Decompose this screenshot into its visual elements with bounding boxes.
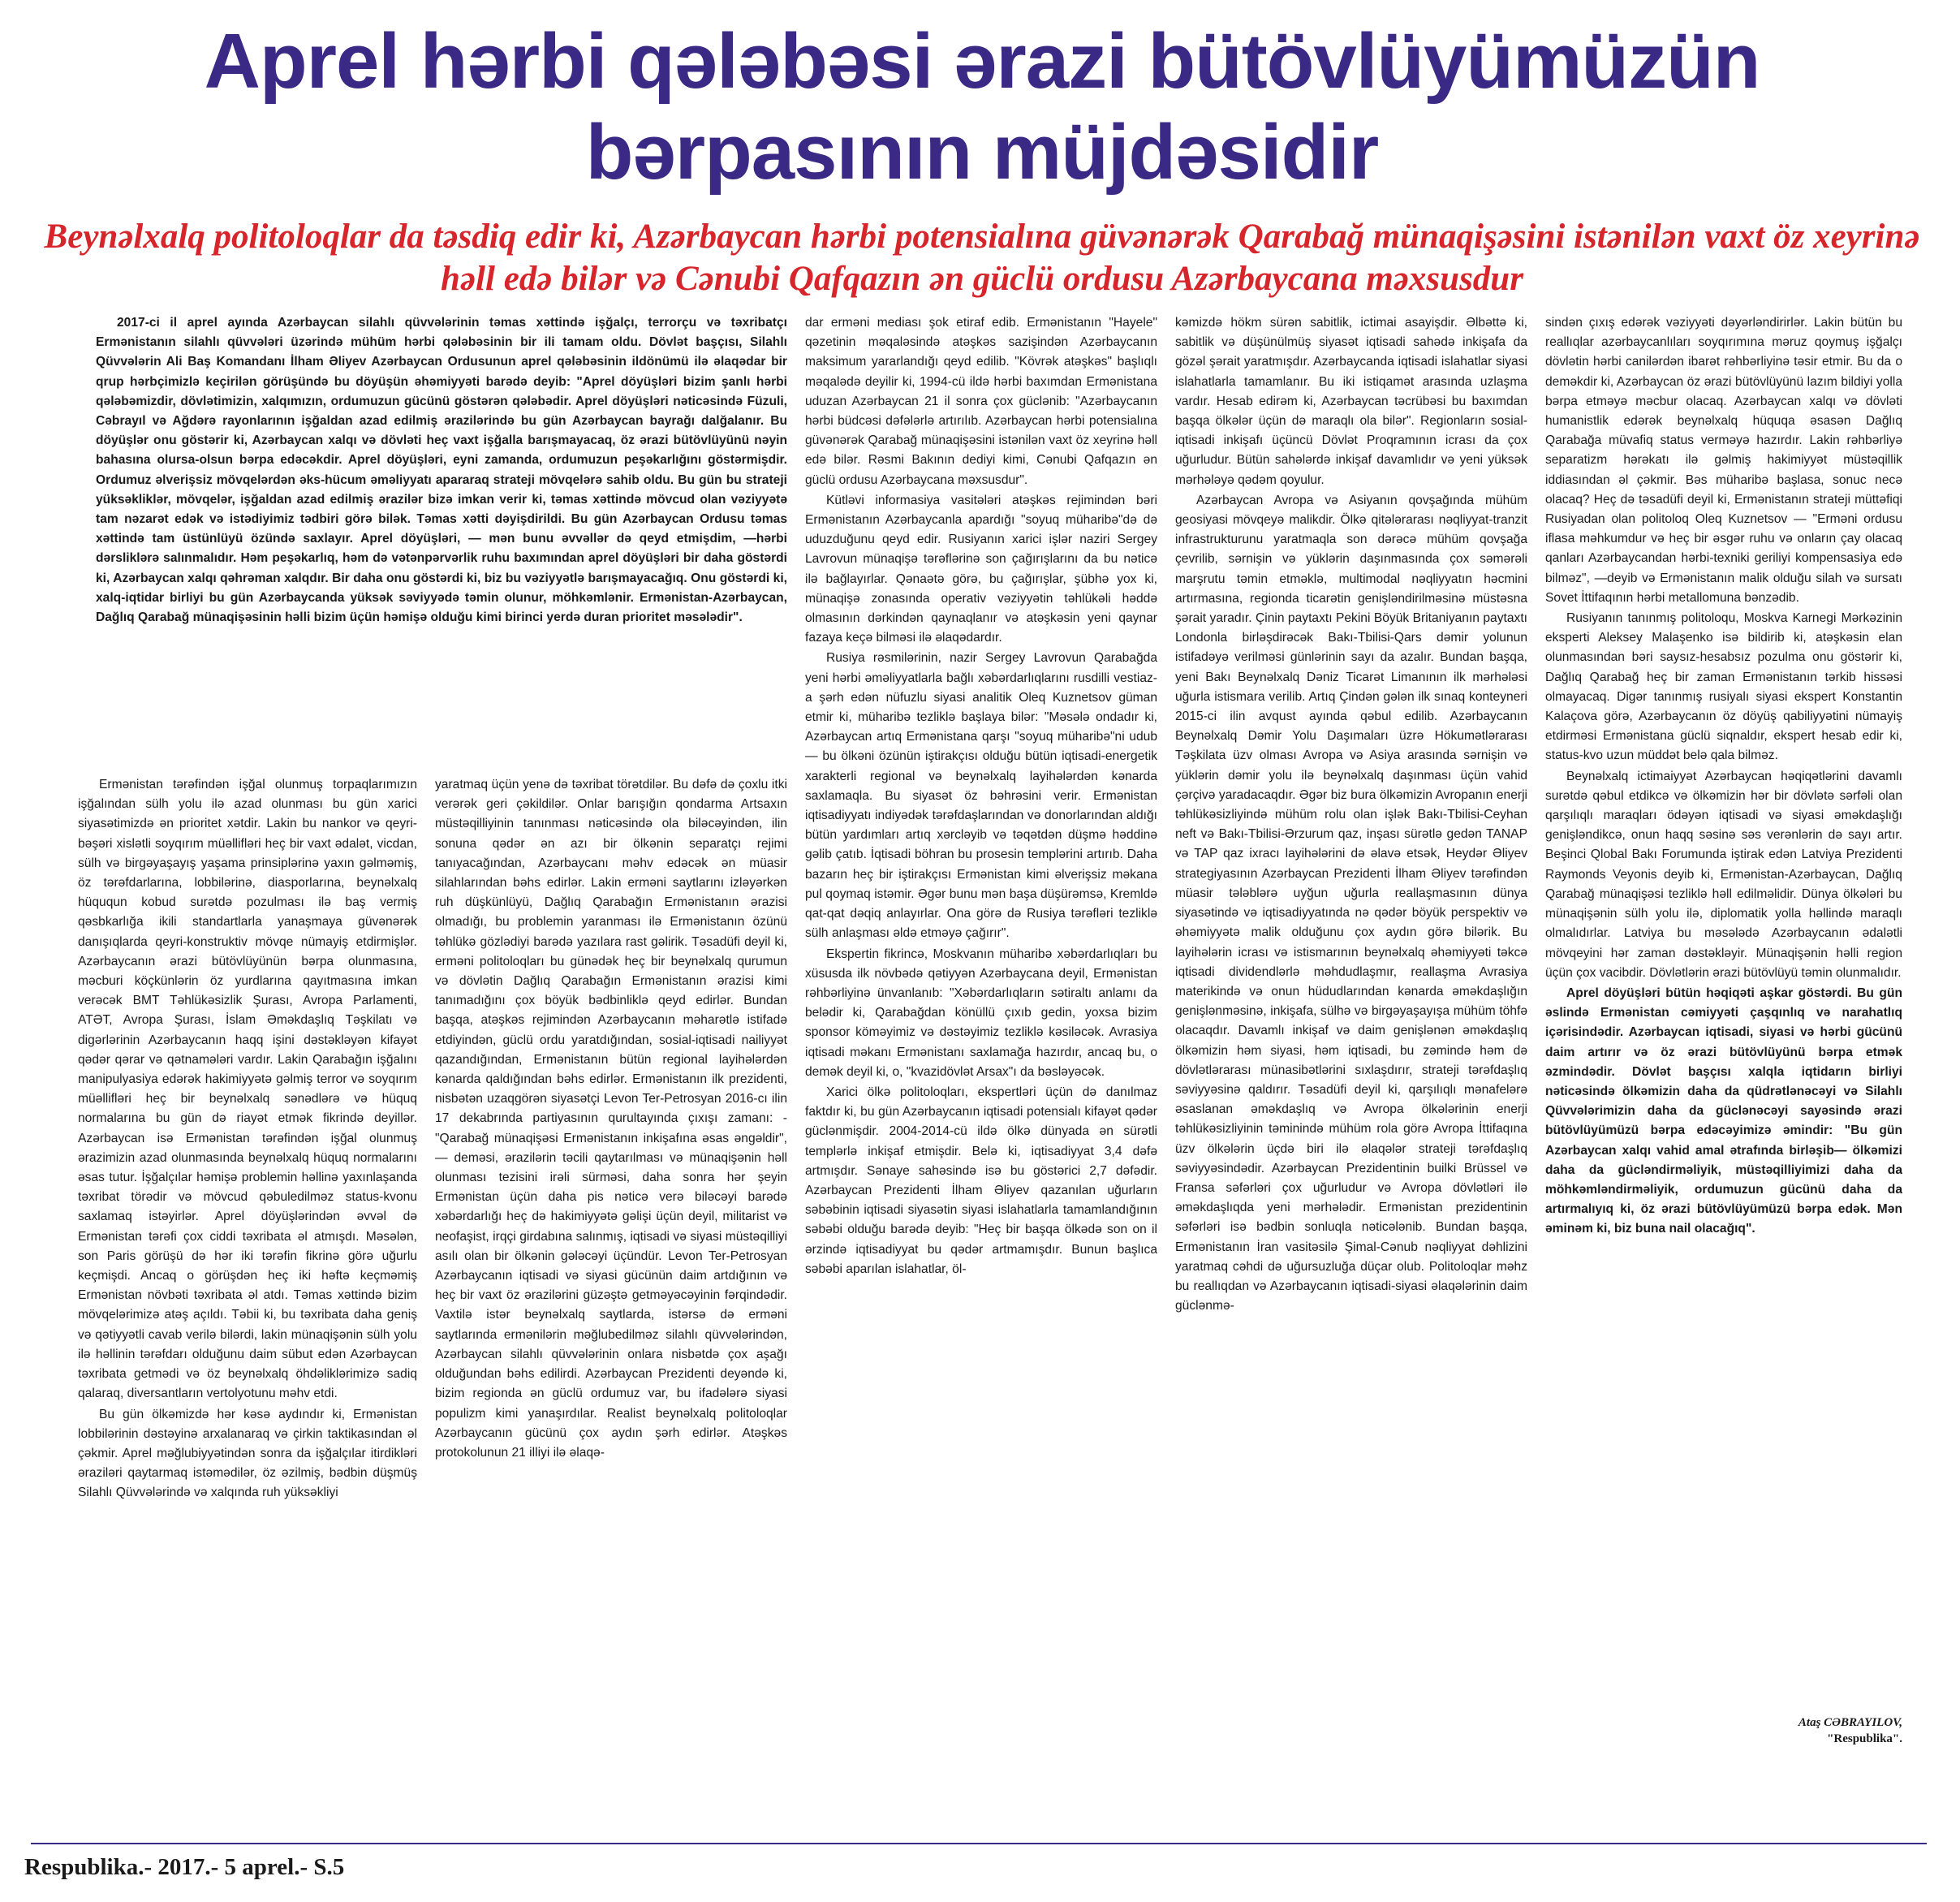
paragraph: Beynəlxalq ictimaiyyət Azərbaycan həqiqətlərini davamlı surətdə qəbul etdikcə və ölkəmizin hər bir dövlətə sərfəli olan qarşılıqlı maraqları ödəyən iqtisadi və siyasi əməkdaşlığı genişləndikcə, onun haqq səsinə səs verənlərin də sayı artır. Beşinci Qlobal Bakı Forumunda iştirak edən Latviya Prezidenti Raymonds Veyonis deyib ki, Ermənistan-Azərbaycan, Dağlıq Qarabağ münaqişəsi tezliklə həll edilməlidir. Dünya ölkələri bu münaqişənin sülh yolu ilə, diplomatik yolla həllində maraqlı olmalıdırlar. Latviya bu məsələdə Azərbaycanın ədalətli mövqeyini hər zaman dəstəkləyir. Münaqişənin həlli region üçün çox vacibdir. Dövlətlərin ərazi bütövlüyü təmin olunmalıdır.: [1545, 769, 1902, 980]
paragraph: sindən çıxış edərək vəziyyəti dəyərləndirirlər. Lakin bütün bu reallıqlar azərbaycanlıları soyqırımına məruz qoymuş işğalçı dövlətin hərbi canilərdən ibarət rəhbərliyinə təsir etmir. Bu da o deməkdir ki, Azərbaycan öz ərazi bütövlüyünü lazım bildiyi yolla bərpa etməyə məcbur olacaq. Azərbaycan xalqı və dövləti humanistlik edərək beynəlxalq hüquqa əsasən Dağlıq Qarabağa müvafiq status verməyə hazırdır. Lakin rəhbərliyə separatizm hərəkatı ilə gəlmiş hakimiyyət müstəqillik iddiasından əl çəkmir. Bəs müharibə başlasa, sonuc necə olacaq? Heç də təsadüfi deyil ki, Ermənistanın strateji müttəfiqi Rusiyadan olan politoloq Oleq Kuznetsov — "Erməni ordusu iflasa məhkumdur və heç bir əsgər ruhu və onların çay olacaq qanları Azərbaycandan hərbi-texniki geriliyi kompensasiya edə bilməz", —deyib və Ermənistanın malik olduğu silah və sursatı Sovet İttifaqının hərbi metallomuna bənzədib.: [1545, 316, 1902, 605]
paragraph: Bu gün ölkəmizdə hər kəsə aydındır ki, Ermənistan lobbilərinin dəstəyinə arxalanaraq və çirkin taktikasından əl çəkmir. Aprel məğlubiyyətindən sonra da işğalçılar itirdikləri əraziləri qaytarmaq istəmədilər, öz əzilmiş, bədbin düşmüş Silahlı Qüvvələrində və xalqında ruh yüksəkliyi: [78, 1407, 417, 1500]
lead-column: [96, 313, 787, 760]
byline-paper: "Respublika".: [1827, 1732, 1902, 1745]
closing-paragraph: Aprel döyüşləri bütün həqiqəti aşkar göstərdi. Bu gün əslində Ermənistan cəmiyyəti çaşqınlıq və narahatlıq içərisindədir. Azərbaycan iqtisadi, siyasi və hərbi gücünü daim artırır və öz ərazi bütövlüyünü bərpa etmək əzmindədir. Dövlət başçısı xalqla iqtidarın birliyi nəticəsində ölkəmizin daha da qüdrətlənəcəyi və Silahlı Qüvvələrimizin daha da güclənəcəyi sayəsində ərazi bütövlüyümüzü bərpa edəcəyimizə əmindir: "Bu gün Azərbaycan xalqı vahid amal ətrafında birləşib— ölkəmizi daha da gücləndirməliyik, müstəqilliyimizi daha da möhkəmləndirməliyik, ordumuzun gücünü daha da artırmalıyıq ki, öz ərazi bütövlüyümüzü bərpa edək. Mən əminəm ki, biz buna nail olacağıq".: [1545, 986, 1902, 1236]
paragraph: Rusiya rəsmilərinin, nazir Sergey Lavrovun Qarabağda yeni hərbi əməliyyatlarla bağlı xəbərdarlıqlarını rusdilli vestiaz-a şərh edən nüfuzlu siyasi analitik Oleq Kuznetsov güman etmir ki, müharibə tezliklə başlaya bilər: "Məsələ ondadır ki, Azərbaycan artıq Ermənistana qarşı "soyuq müharibə"ni udub — bu ölkəni özünün iştirakçısı olduğu bütün iqtisadi-energetik xarakterli regional və beynəlxalq layihələrdən kənarda saxlamaqla. Bu siyasət öz bəhrəsini verir. Ermənistan iqtisadiyyatı indiyədək tərəfdaşlarından və donorlarından aldığı bütün yardımları artıq xərcləyib və təqətdən düşmə həddinə gəlib çatıb. İqtisadi böhran bu prosesin templərini artırıb. Daha bazarın heç bir iştirakçısı Ermənistan kimi əlverişsiz məkana pul qoymaq istəmir. Əgər bunu mən başa düşürəmsə, Kremldə qat-qat dəqiq anlayırlar. Ona görə də Rusiya tərəfləri tezliklə sülh anlaşması əldə etməyə çağırır".: [805, 651, 1157, 941]
paragraph: Ermənistan tərəfindən işğal olunmuş torpaqlarımızın işğalından sülh yolu ilə azad olunması bu gün xarici siyasətimizdə ən prioritet xətdir. Lakin bu nankor və qeyri-bəşəri xislətli soyqırım müəllifləri heç bir vaxt ədalət, vicdan, sülh və birgəyaşayış yaşama prinsiplərinə yaxın gəlməmiş, öz tərəfdarlarına, lobbilərinə, diasporlarına, beynəlxalq hüququn kobud surətdə pozulması ilə baş vermiş qəsbkarlığa ikili standartlarla yanaşmaya güvənərək danışıqlarda qeyri-konstruktiv mövqe nümayiş etdirmişlər. Azərbaycanın ərazi bütövlüyünün bərpa olunmasına, məcburi köçkünlərin öz yurdlarına qayıtmasına imkan verəcək BMT Təhlükəsizlik Şurası, Avropa Parlamenti, ATƏT, Avropa Şurası, İslam Əməkdaşlıq Təşkilatı və digərlərinin Azərbaycanın haqq işini dəstəkləyən kifayət qədər qərar və qətnamələri vardır. Lakin Qarabağın işğalını manipulyasiya edərək hakimiyyətə gəlmiş terror və soyqırım müəllifləri heç bir beynəlxalq sənədlərə və hüquq normalarına bu gün də riayət etmək fikrində deyillər. Azərbaycan isə Ermənistan tərəfindən işğal olunmuş ərazimizin azad olunmasında beynəlxalq hüquq normalarını əsas tutur. İşğalçılar həmişə problemin həllinə yaxınlaşanda təxribat törədir və mövcud qəbuledilməz status-kvonu saxlamaq istəyirlər. Aprel döyüşlərindən əvvəl də Ermənistan tərəfi çox ciddi təxribata əl atmışdı. Məsələn, son Paris görüşü də hər iki tərəfin fikrinə görə uğurlu keçmişdi. Ancaq o görüşdən heç iki həftə keçməmiş Ermənistan növbəti təxribata əl atdı. Təmas xəttində bizim mövqelərimizə atəş açıldı. Təbii ki, bu təxribata daha geniş və qətiyyətli cavab verilə bilərdi, lakin münaqişənin sülh yolu ilə həllinin tərəfdarı olduğunu daim sübut edən Azərbaycan təxribata getmədi və öz beynəlxalq öhdəliklərimizə sadiq qalaraq, diversantların vertolyotunu məhv etdi.: [78, 778, 417, 1401]
article-column-3: [805, 313, 1157, 1835]
paragraph: kəmizdə hökm sürən sabitlik, ictimai asayişdir. Əlbəttə ki, sabitlik və düşünülmüş siyasət iqtisadi sahədə inkişafa da gözəl şərait yaratmışdır. Azərbaycanda iqtisadi islahatlar siyasi islahatlarla tamamlanır. Bu iki istiqamət arasında uzlaşma vardır. Hesab edirəm ki, Azərbaycan təcrübəsi bu baxımdan başqa ölkələr üçün də maraqlı ola bilər". Regionların sosial-iqtisadi inkişafı üçüncü Dövlət Proqramının icrası da çox uğurludur. Bütün sahələrdə inkişaf davamlıdır və yeni yüksək mərhələyə qədəm qoyulur.: [1175, 316, 1527, 487]
article-column-2: [435, 775, 787, 1835]
paragraph: Kütləvi informasiya vasitələri atəşkəs rejimindən bəri Ermənistanın Azərbaycanla apardığı "soyuq müharibə"də də uduzduğunu qeyd edir. Rusiyanın xarici işlər naziri Sergey Lavrovun münaqişə tərəflərinə son çağırışlarını da bu nəticə ilə bağlayırlar. Qənaətə görə, bu çağırışlar, şübhə yox ki, münaqişə zonasında operativ vəziyyətin təhlükəli həddə olmasının dərkindən qaynaqlanır və atəşkəsin yeni qaynar fazaya keçə bilməsi ilə əlaqədardır.: [805, 493, 1157, 645]
paragraph: Rusiyanın tanınmış politoloqu, Moskva Karnegi Mərkəzinin eksperti Aleksey Malaşenko isə bildirib ki, atəşkəsin elan olunmasından bəri saysız-hesabsız pozulma onu göstərir ki, Dağlıq Qarabağ heç bir zaman Ermənistanın tərkib hissəsi olmayacaq. Digər tanınmış rusiyalı siyasi ekspert Konstantin Kalaçova görə, Azərbaycanın öz döyüş qabiliyyətini nümayiş etdirməsi Ermənistana güclü siqnaldır, ekspert hesab edir ki, status-kvo uzun müddət belə qala bilməz.: [1545, 611, 1902, 763]
byline: [1545, 1714, 1902, 1747]
byline-author: Ataş CƏBRAYILOV,: [1798, 1716, 1902, 1729]
paragraph: Xarici ölkə politoloqları, ekspertləri üçün də danılmaz faktdır ki, bu gün Azərbaycanın iqtisadi potensialı kifayət qədər güclənmişdir. 2004-2014-cü ildə ölkə dünyada ən sürətli templərlə inkişaf etmişdir. Belə ki, iqtisadiyyat 3,4 dəfə artmışdır. Sənaye sahəsində isə bu göstərici 2,7 dəfədir. Azərbaycan Prezidenti İlham Əliyev qazanılan uğurların səbəbinin iqtisadi siyasətin siyasi islahatlarla tamamlandığının səbəbi olduğu barədə deyib: "Heç bir başqa ölkədə son on il ərzində iqtisadiyyat bu qədər artmamışdır. Bunun başlıca səbəbi aparılan islahatlar, öl-: [805, 1085, 1157, 1276]
article-column-1: [78, 775, 417, 1835]
footer-divider: [31, 1843, 1927, 1844]
paragraph: yaratmaq üçün yenə də təxribat törətdilər. Bu dəfə də çoxlu itki verərək geri çəkildilər. Onlar barışığın qondarma Artsaxın müstəqilliyinin tanınması nəticəsində ola biləcəyindən, ilin sonuna qədər ən azı bir ölkənin separatçı rejimi tanıyacağından, Azərbaycanı məhv edəcək ən müasir silahlarından bəhs edirlər. Lakin erməni saytlarını izləyərkən ruh düşkünlüyü, Dağlıq Qarabağın Ermənistanın ərazisi olmadığı, bu problemin yaranması ilə Ermənistanın özünü təhlükə gözlədiyi barədə yazılara rast gəlirik. Təsadüfi deyil ki, erməni politoloqları bu günədək heç bir beynəlxalq qurumun və dövlətin Dağlıq Qarabağın Ermənistanın ərazisi kimi tanımadığını çox böyük bədbinliklə qeyd edirlər. Bundan başqa, atəşkəs rejimindən Azərbaycanın məharətlə istifadə etdiyindən, güclü ordu yaratdığından, sosial-iqtisadi nailiyyət qazandığından, Ermənistanın bütün regional layihələrdən kənarda qaldığından bəhs edirlər. Ermənistanın ilk prezidenti, nisbətən uzaqgörən siyasətçi Levon Ter-Petrosyan 2016-cı ilin 17 dekabrında partiyasının qurultayında çıxışı zamanı: - "Qarabağ münaqişəsi Ermənistanın inkişafına əsas əngəldir",— deməsi, ərazilərin təcili qaytarılması və münaqişənin həll olunması tezisini irəli sürməsi, daha sonra hər şeyin Ermənistan üçün daha pis nəticə verə biləcəyi barədə xəbərdarlığı heç də hakimiyyətə gəlişi üçün deyil, militarist və neofaşist, irqçi girdabına salınmış, iqtisadi və siyasi müstəqilliyi asılı olan bir ölkənin gələcəyi üçündür. Levon Ter-Petrosyan Azərbaycanın iqtisadi və siyasi gücünün daim artdığının və heç bir vaxt öz ərazilərini güzəştə getməyəcəyinin fərqindədir. Vaxtilə istər beynəlxalq saytlarda, istərsə də erməni saytlarında ermənilərin məğlubedilməz silahlı qüvvələrindən, Azərbaycan silahlı qüvvələrinin onlara nisbətdə çox aşağı olduğundan bəhs edilirdi. Azərbaycan Prezidenti deyəndə ki, bizim regionda ən güclü ordumuz var, bu ifadələrə siyasi populizm kimi yanaşırdılar. Realist beynəlxalq politoloqlar Azərbaycanın gücünü çox aydın şərh edirlər. Atəşkəs protokolunun 21 illiyi ilə əlaqə-: [435, 778, 787, 1460]
article-column-4: [1175, 313, 1527, 1835]
source-citation: Respublika.- 2017.- 5 aprel.- S.5: [24, 1854, 345, 1880]
paragraph: Ekspertin fikrincə, Moskvanın müharibə xəbərdarlıqları bu xüsusda ilk növbədə qətiyyən Azərbaycana deyil, Ermənistan rəhbərliyinə ünvanlanıb: "Xəbərdarlıqların sətiraltı anlamı da belədir ki, Qarabağdan könüllü çıxıb gedin, yoxsa bizim sponsor köməyimiz və dəstəyimiz tezliklə kəsiləcək. Avrasiya iqtisadi məkanı Ermənistanı saxlamağa hazırdır, ancaq bu, o demək deyil ki, o, "kvazidövlət Arsax"ı da bəsləyəcək.: [805, 947, 1157, 1079]
lead-paragraph: 2017-ci il aprel ayında Azərbaycan silahlı qüvvələrinin təmas xəttində işğalçı, terrorçu və təxribatçı Ermənistanın silahlı qüvvələri üzərində mühüm hərbi qələbəsinin bir ili tamam oldu. Dövlət başçısı, Silahlı Qüvvələrin Ali Baş Komandanı İlham Əliyev Azərbaycan Ordusunun aprel qələbəsinin ildönümü ilə əlaqədar bir qrup hərbçimizlə keçirilən görüşündə bu döyüşün əhəmiyyəti barədə deyib: "Aprel döyüşləri bizim şanlı hərbi qələbəmizdir, dövlətimizin, xalqımızın, ordumuzun gücünü göstərən qələbədir. Aprel döyüşləri nəticəsində Füzuli, Cəbrayıl və Ağdərə rayonlarının işğaldan azad edilmiş ərazilərində bu gün Azərbaycan bayrağı dalğalanır. Bu döyüşlər onu göstərir ki, Azərbaycan xalqı və dövləti heç vaxt işğalla barışmayacaq, öz ərazi bütövlüyünü nəyin bahasına olursa-olsun bərpa edəcəkdir. Aprel döyüşləri, eyni zamanda, ordumuzun peşəkarlığını göstərmişdir. Ordumuz əlverişsiz mövqelərdən əks-hücum əməliyyatı apararaq strateji mövqelərə sahib oldu. Bu gün bu strateji yüksəkliklər, mövqelər, işğaldan azad edilmiş ərazilər bizə imkan verir ki, təmas xəttində mövcud olan vəziyyətə tam nəzarət edək və istədiyimiz tədbiri görə bilək. Təmas xətti dəyişdirildi. Bu gün Azərbaycan Ordusu təmas xəttində tam üstünlüyü özündə saxlayır. Aprel döyüşləri, — mən bunu əvvəllər də qeyd etmişdim, —hərbi dərsliklərə salınmalıdır. Həm peşəkarlıq, həm də vətənpərvərlik ruhu baxımından aprel döyüşləri bir daha göstərdi ki, Azərbaycan xalqı qəhrəman xalqdır. Bir daha onu göstərdi ki, biz bu vəziyyətlə barışmayacağıq. Onu göstərdi ki, xalq-iqtidar birliyi bu gün Azərbaycanda yüksək səviyyədə təmin olunur, möhkəmlənir. Ermənistan-Azərbaycan, Dağlıq Qarabağ münaqişəsinin həlli bizim üçün həmişə olduğu kimi birinci yerdə duran prioritet məsələdir".: [96, 316, 787, 625]
headline: Aprel hərbi qələbəsi ərazi bütövlüyümüzün bərpasının müjdəsidir: [204, 18, 1760, 196]
article-column-5: [1545, 313, 1902, 1714]
paragraph: Azərbaycan Avropa və Asiyanın qovşağında mühüm geosiyasi mövqeyə malikdir. Ölkə qitələrarası nəqliyyat-tranzit infrastrukturunu yaratmaqla son dərəcə mühüm qovşağa çevrilib, sərnişin və yüklərin daşınmasında çox səmərəli marşrutu təmin etməklə, multimodal nəqliyyatın həcmini artırmasına, regionda ticarətin genişləndirilməsinə müstəsna şərait yaradır. Çinin paytaxtı Pekini Böyük Britaniyanın paytaxtı Londonla birləşdirəcək Bakı-Tbilisi-Qars dəmir yolunun istifadəyə verilməsi günlərinin sayı da azalır. Bundan başqa, yeni Bakı Beynəlxalq Dəniz Ticarət Limanının ilk mərhələsi uğurla istismara verilib. Artıq Çindən gələn ilk sınaq konteyneri 2015-ci ilin avqust ayında qəbul edilib. Azərbaycanın Beynəlxalq Dəmir Yolu Daşımaları üzrə Hökumətlərarası Təşkilata üzv olması Avropa və Asiya arasında sərnişin və yüklərin dəmir yolu ilə beynəlxalq daşınması üçün vahid çərçivə yaradacaqdır. Əgər biz bura ölkəmizin Avropanın enerji təhlükəsizliyində mühüm rolu olan işlək Bakı-Tbilisi-Ceyhan neft və Bakı-Tbilisi-Ərzurum qaz, inşası sürətlə gedən TANAP və TAP qaz ixracı layihələrini də əlavə etsək, Heydər Əliyev strategiyasının Azərbaycan Prezidenti İlham Əliyev tərəfindən müasir tələblərə uyğun uğurla reallaşmasının dünya siyasətində və iqtisadiyyatında nə qədər böyük perspektiv və əhəmiyyətə malik olduğunu çox aydın görə bilərik. Bu layihələrin icrası və istismarının beynəlxalq əhəmiyyəti təkcə iqtisadi dividendlərlə məhdudlaşmır, reallaşma Avrasiya materikində və onun hüdudlarından kənarda əməkdaşlığın genişlənməsinə, inkişafa, sülhə və birgəyaşayışa mühüm töhfə olacaqdır. Davamlı inkişaf və daim genişlənən əməkdaşlıq ölkəmizin həm siyasi, həm iqtisadi, bu zəmində həm də dövlətlərarası münasibətlərini sıxlaşdırır, strateji tərəfdaşlıq səviyyəsinə qaldırır. Təsadüfi deyil ki, qarşılıqlı mənafelərə əsaslanan əməkdaşlıq və Avropa ölkələrinin enerji təhlükəsizliyinin təminində mühüm rola görə Avropa İttifaqına üzv ölkələrin üçdə biri ilə əlaqələr strateji tərəfdaşlıq səviyyəsindədir. Azərbaycan Prezidentinin builki Brüssel və Fransa səfərləri çox uğurludur və Avropa dövlətləri ilə əməkdaşlıqda yeni mərhələdir. Ermənistan prezidentinin səfərləri isə bədbin sonluqla nəticələnib. Bundan başqa, Ermənistanın İran vasitəsilə Şimal-Cənub nəqliyyat dəhlizini yaratmaq cəhdi də uğursuzluğa düçar olub. Politoloqlar məhz bu reallıqdan və Azərbaycanın iqtisadi-siyasi əlaqələrinin daim güclənmə-: [1175, 493, 1527, 1313]
paragraph: dar erməni mediası şok etiraf edib. Ermənistanın "Hayele" qəzetinin məqaləsində atəşkəs sazişindən Azərbaycanın maksimum yararlandığı qeyd edilib. "Kövrək atəşkəs" başlıqlı məqalədə deyilir ki, 1994-cü ildə hərbi baxımdan Ermənistana uduzan Azərbaycan 21 il sonra çox güclənib: "Azərbaycanın hərbi büdcəsi dəfələrlə artırılıb. Azərbaycan hərbi potensialına güvənərək Qarabağ münaqişəsini istənilən vaxt öz xeyrinə həll edə bilər. Rəsmi Bakının dediyi kimi, Cənubi Qafqazın ən güclü ordusu Azərbaycana məxsusdur".: [805, 316, 1157, 487]
subhead: Beynəlxalq politoloqlar da təsdiq edir ki, Azərbaycan hərbi potensialına güvənərək Qarabağ münaqişəsini istənilən vaxt öz xeyrinə həll edə bilər və Cənubi Qafqazın ən güclü ordusu Azərbaycana məxsusdur: [44, 218, 1920, 298]
